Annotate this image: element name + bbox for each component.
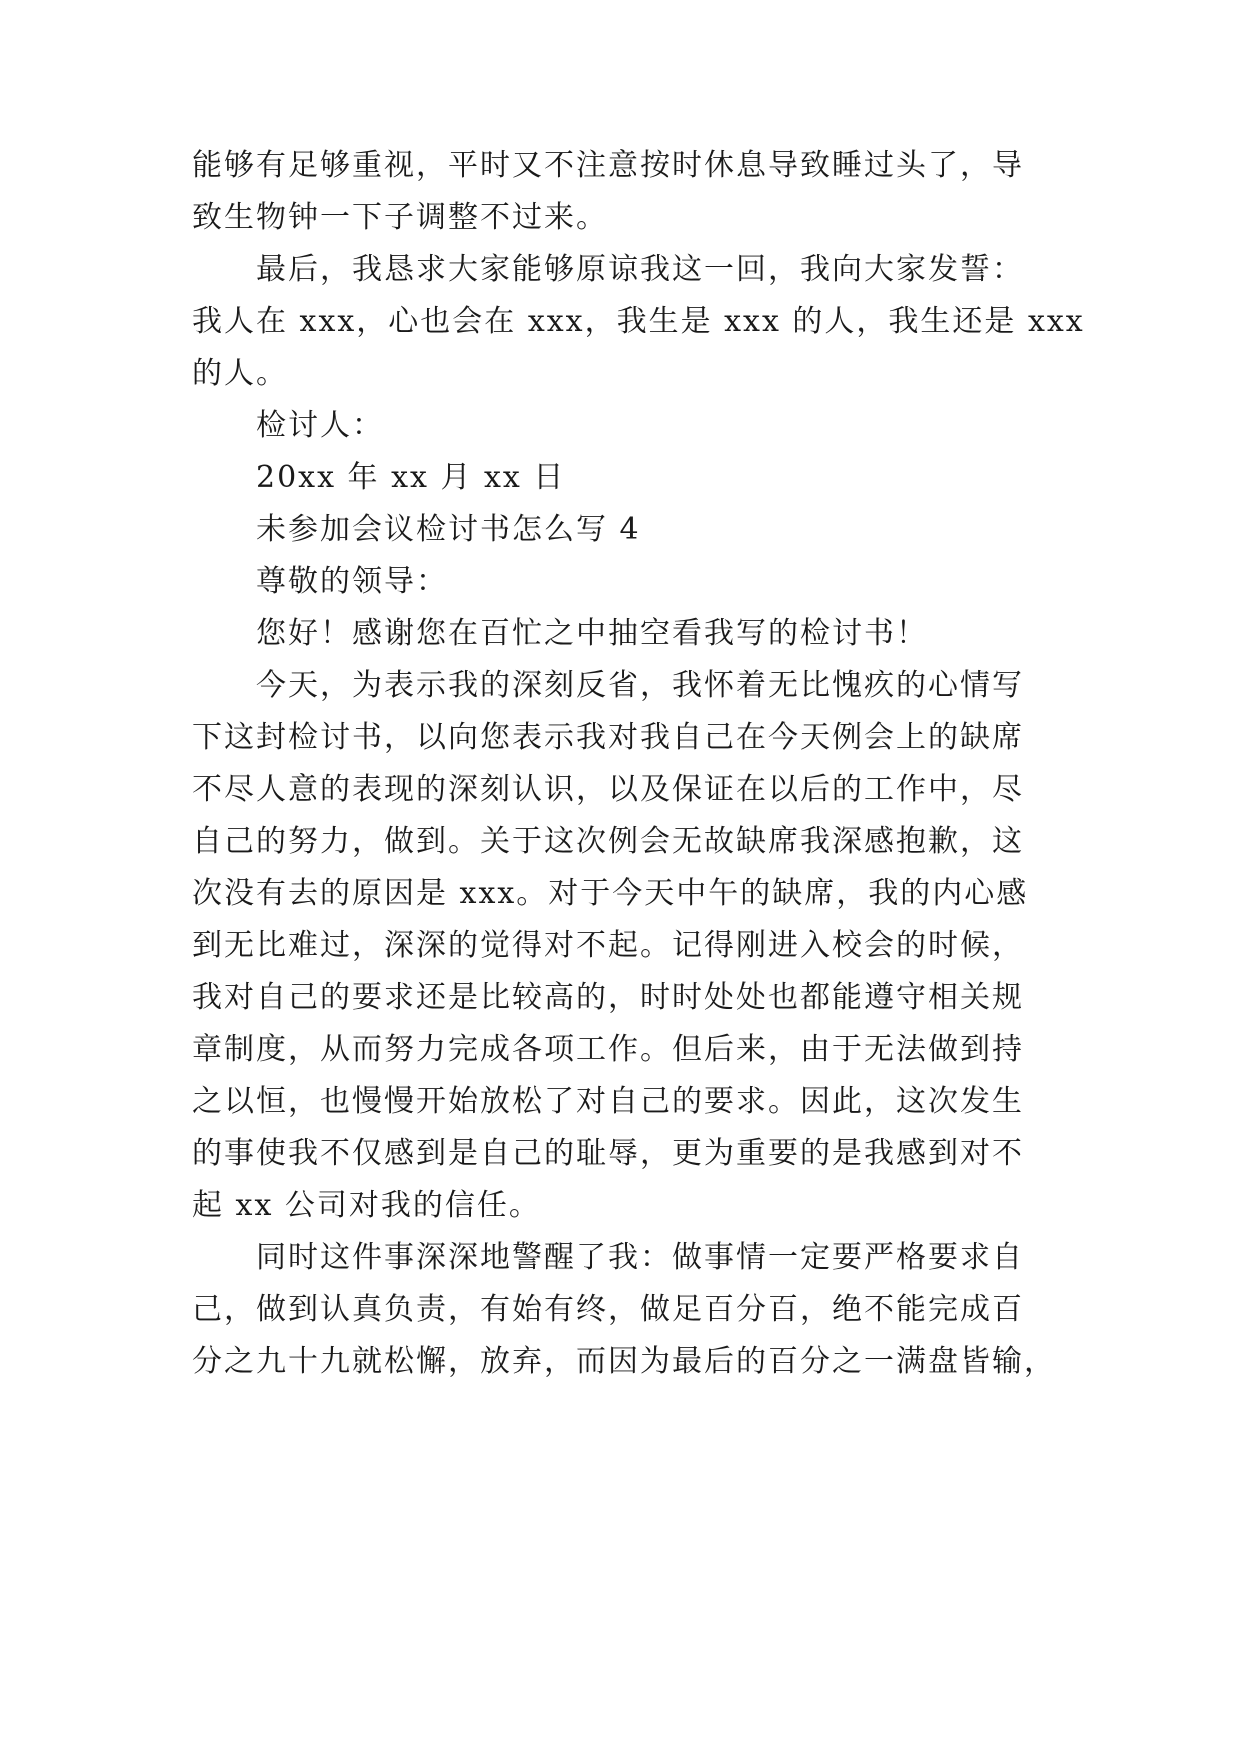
text-line: 己，做到认真负责，有始有终，做足百分百，绝不能完成百	[192, 1292, 1024, 1327]
section-title: 未参加会议检讨书怎么写 4	[256, 512, 641, 547]
greeting: 您好！感谢您在百忙之中抽空看我写的检讨书！	[256, 616, 928, 651]
text-line: 我对自己的要求还是比较高的，时时处处也都能遵守相关规	[192, 980, 1024, 1015]
text-line: 起 xx 公司对我的信任。	[192, 1188, 541, 1223]
signature-label: 检讨人：	[256, 408, 384, 443]
text-line: 自己的努力，做到。关于这次例会无故缺席我深感抱歉，这	[192, 824, 1024, 859]
text-line: 能够有足够重视，平时又不注意按时休息导致睡过头了，导	[192, 148, 1024, 183]
text-line: 致生物钟一下子调整不过来。	[192, 200, 608, 235]
text-line: 到无比难过，深深的觉得对不起。记得刚进入校会的时候，	[192, 928, 1024, 963]
text-line: 的人。	[192, 356, 288, 391]
text-line: 我人在 xxx，心也会在 xxx，我生是 xxx 的人，我生还是 xxx	[192, 304, 1085, 339]
text-line: 下这封检讨书，以向您表示我对我自己在今天例会上的缺席	[192, 720, 1024, 755]
text-line: 次没有去的原因是 xxx。对于今天中午的缺席，我的内心感	[192, 876, 1029, 911]
text-line: 的事使我不仅感到是自己的耻辱，更为重要的是我感到对不	[192, 1136, 1024, 1171]
text-line: 之以恒，也慢慢开始放松了对自己的要求。因此，这次发生	[192, 1084, 1024, 1119]
salutation: 尊敬的领导：	[256, 564, 448, 599]
text-line: 分之九十九就松懈，放弃，而因为最后的百分之一满盘皆输，	[192, 1344, 1056, 1379]
paragraph-start: 最后，我恳求大家能够原谅我这一回，我向大家发誓：	[256, 252, 1024, 287]
text-line: 章制度，从而努力完成各项工作。但后来，由于无法做到持	[192, 1032, 1024, 1067]
paragraph-start: 今天，为表示我的深刻反省，我怀着无比愧疚的心情写	[256, 668, 1024, 703]
paragraph-start: 同时这件事深深地警醒了我：做事情一定要严格要求自	[256, 1240, 1024, 1275]
date-line: 20xx 年 xx 月 xx 日	[256, 460, 566, 495]
text-line: 不尽人意的表现的深刻认识，以及保证在以后的工作中，尽	[192, 772, 1024, 807]
